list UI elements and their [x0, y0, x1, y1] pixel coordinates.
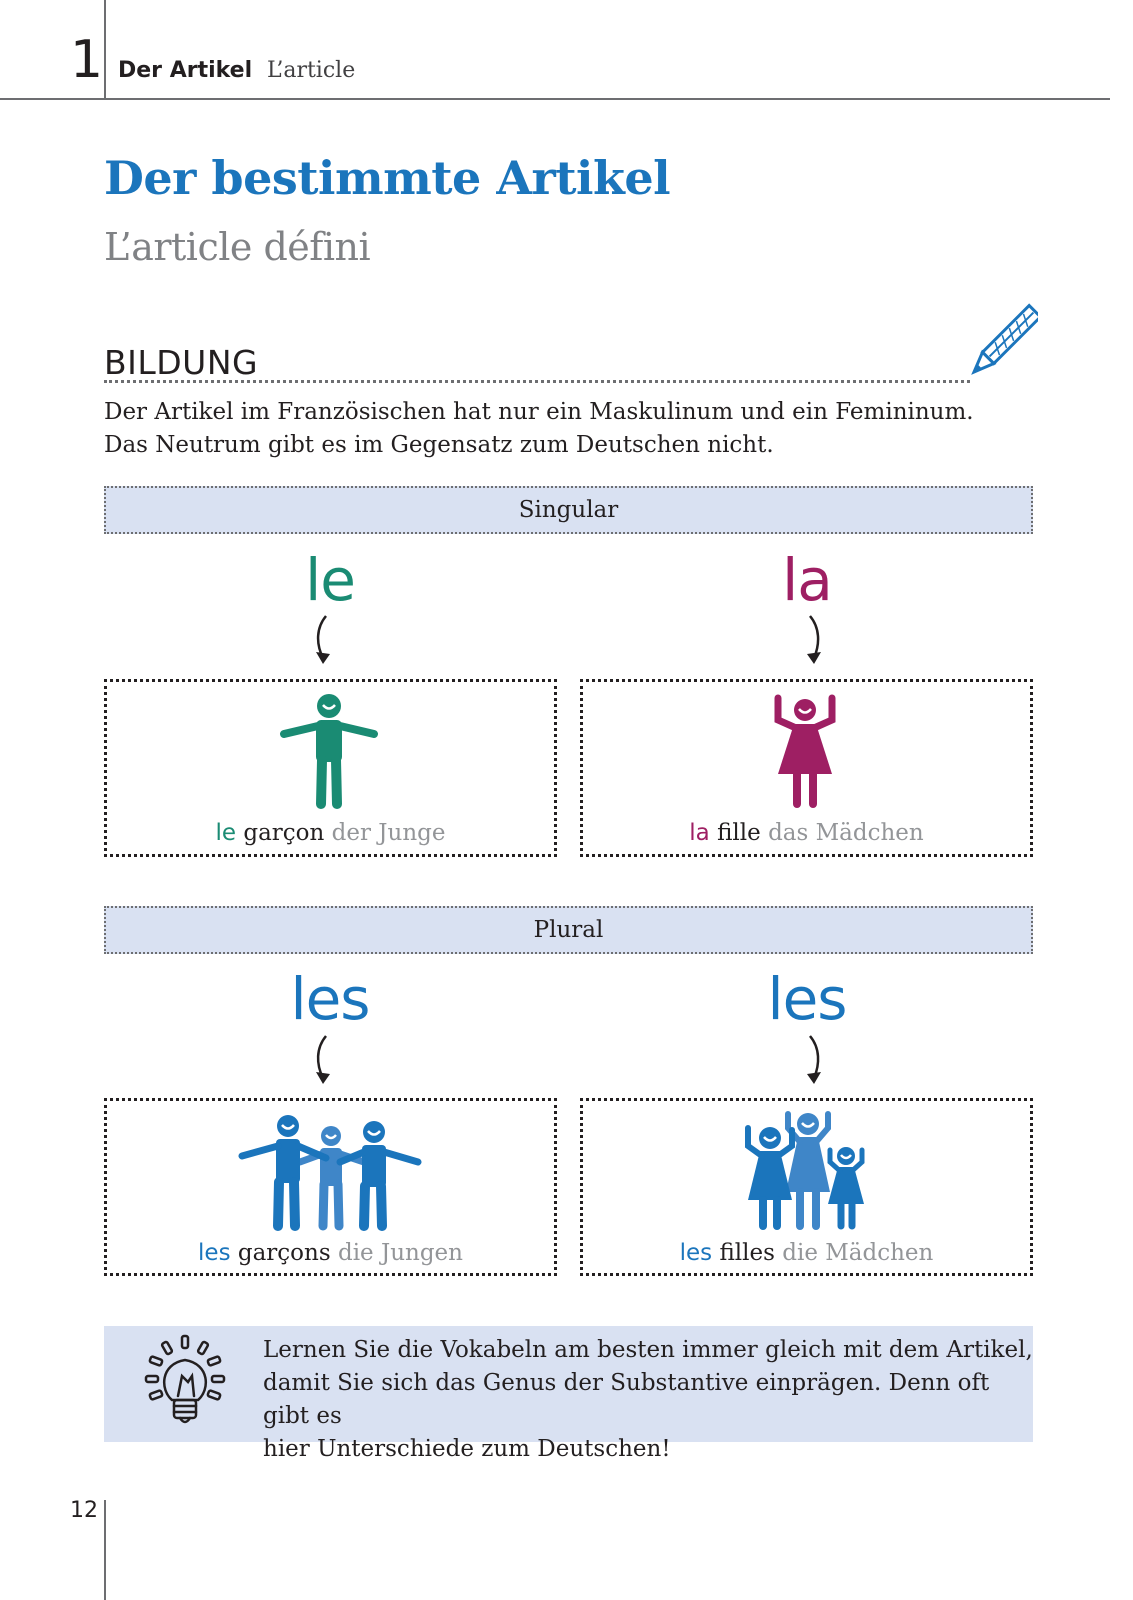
footer-divider-vertical	[104, 1500, 106, 1600]
pencil-icon	[968, 300, 1038, 386]
page-number: 12	[70, 1498, 98, 1523]
tip-line: damit Sie sich das Genus der Substantive einprägen. Denn oft gibt es	[263, 1370, 990, 1429]
tip-line: Lernen Sie die Vokabeln am besten immer gleich mit dem Artikel,	[263, 1337, 1033, 1363]
caption-translation: die Mädchen	[782, 1240, 934, 1266]
feminine-singular-caption	[580, 818, 1033, 848]
feminine-plural-article: les	[767, 965, 847, 1033]
caption-article: le	[215, 820, 237, 846]
plural-label: Plural	[533, 917, 604, 943]
masculine-singular-caption	[104, 818, 557, 848]
feminine-plural-caption	[580, 1238, 1033, 1268]
chapter-subtitle: L’article	[267, 58, 356, 83]
girls-group-icon	[742, 1110, 870, 1232]
plural-label-bar	[104, 906, 1033, 954]
caption-article: les	[198, 1240, 231, 1266]
boy-figure-icon	[276, 692, 382, 810]
lightbulb-icon	[142, 1330, 228, 1430]
girl-figure-icon	[770, 692, 840, 810]
masculine-singular-article: le	[305, 546, 355, 614]
page-subtitle: L’article défini	[104, 225, 371, 269]
tip-line: hier Unterschiede zum Deutschen!	[263, 1436, 671, 1462]
down-arrow-icon	[308, 1032, 338, 1086]
section-title: BILDUNG	[104, 343, 259, 382]
down-arrow-icon	[308, 612, 338, 666]
caption-translation: der Junge	[331, 820, 446, 846]
chapter-number: 1	[70, 30, 104, 90]
caption-noun: filles	[719, 1240, 775, 1266]
masculine-plural-caption	[104, 1238, 557, 1268]
down-arrow-icon	[800, 612, 830, 666]
header-divider-horizontal	[0, 98, 1110, 100]
down-arrow-icon	[800, 1032, 830, 1086]
caption-article: les	[679, 1240, 713, 1266]
caption-noun: garçon	[243, 820, 325, 846]
boys-group-icon	[236, 1112, 424, 1232]
chapter-title: Der Artikel	[118, 58, 253, 83]
section-intro	[104, 396, 1004, 462]
singular-label: Singular	[518, 497, 619, 523]
masculine-plural-article: les	[290, 965, 370, 1033]
caption-noun: garçons	[237, 1240, 331, 1266]
header-divider-vertical	[104, 0, 106, 100]
caption-noun: fille	[717, 820, 761, 846]
caption-translation: das Mädchen	[768, 820, 924, 846]
intro-line: Der Artikel im Französischen hat nur ein Maskulinum und ein Femininum.	[104, 399, 974, 425]
tip-text	[263, 1334, 1033, 1466]
caption-translation: die Jungen	[337, 1240, 463, 1266]
singular-label-bar	[104, 486, 1033, 534]
intro-line: Das Neutrum gibt es im Gegensatz zum Deutschen nicht.	[104, 432, 774, 458]
page-title: Der bestimmte Artikel	[104, 151, 671, 205]
caption-article: la	[689, 820, 710, 846]
feminine-singular-article: la	[782, 546, 832, 614]
section-rule	[104, 380, 970, 383]
